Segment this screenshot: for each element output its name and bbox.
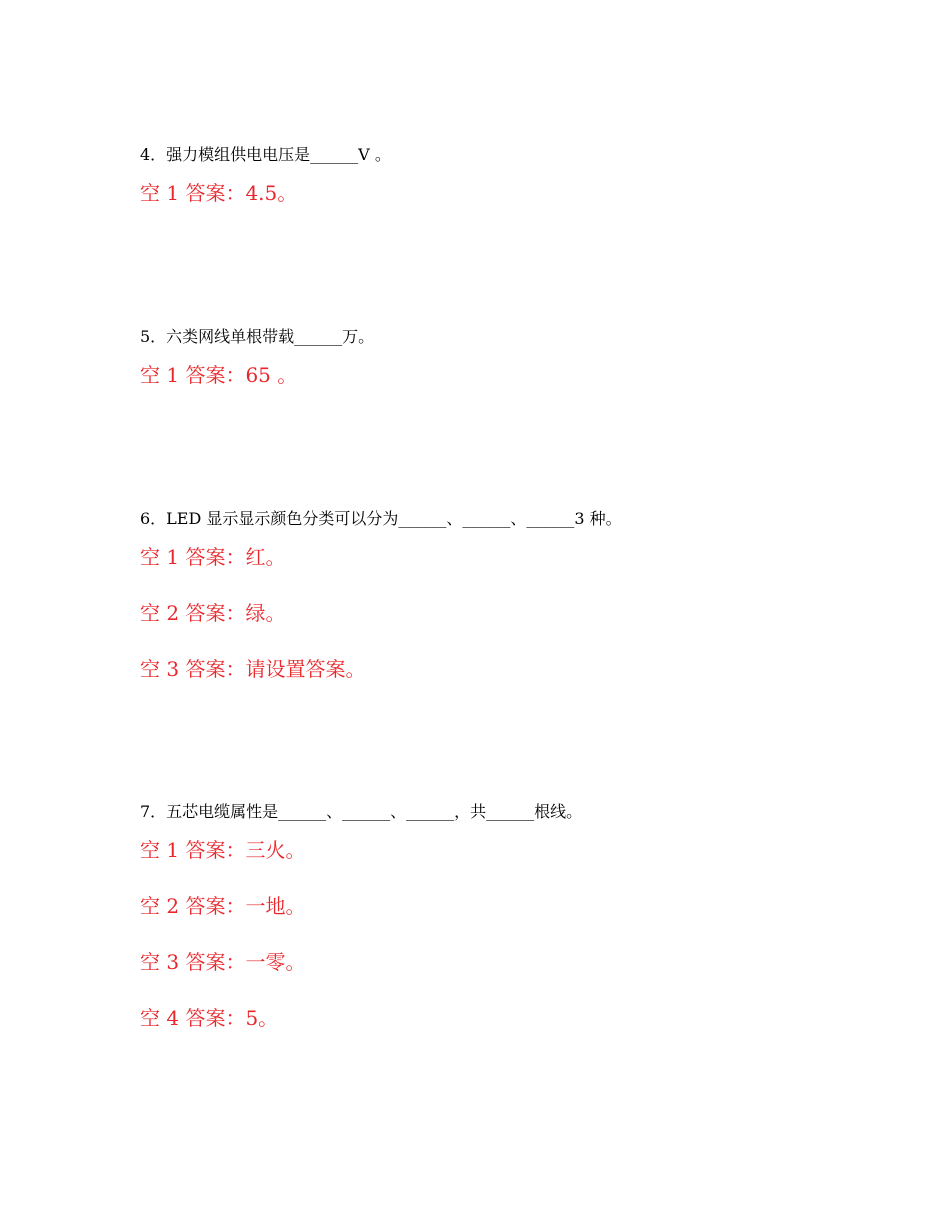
question-7-answer-1: 空 1 答案：三火。 (140, 838, 306, 862)
question-7-answer-2: 空 2 答案：一地。 (140, 894, 306, 918)
question-7-text: 7．五芯电缆属性是______、______、______，共______根线。 (140, 802, 583, 821)
question-7-answer-3: 空 3 答案：一零。 (140, 950, 306, 974)
question-6-text: 6．LED 显示显示颜色分类可以分为______、______、______3 种。 (140, 509, 622, 528)
question-7-answer-4: 空 4 答案：5。 (140, 1006, 279, 1030)
question-4-text: 4．强力模组供电电压是______V 。 (140, 145, 391, 164)
question-4-answer-1: 空 1 答案：4.5。 (140, 181, 298, 205)
question-6-answer-1: 空 1 答案：红。 (140, 545, 286, 569)
question-6-answer-3: 空 3 答案：请设置答案。 (140, 657, 366, 681)
question-6-answer-2: 空 2 答案：绿。 (140, 601, 286, 625)
question-5-text: 5．六类网线单根带载______万。 (140, 327, 375, 346)
question-5-answer-1: 空 1 答案：65 。 (140, 363, 298, 387)
